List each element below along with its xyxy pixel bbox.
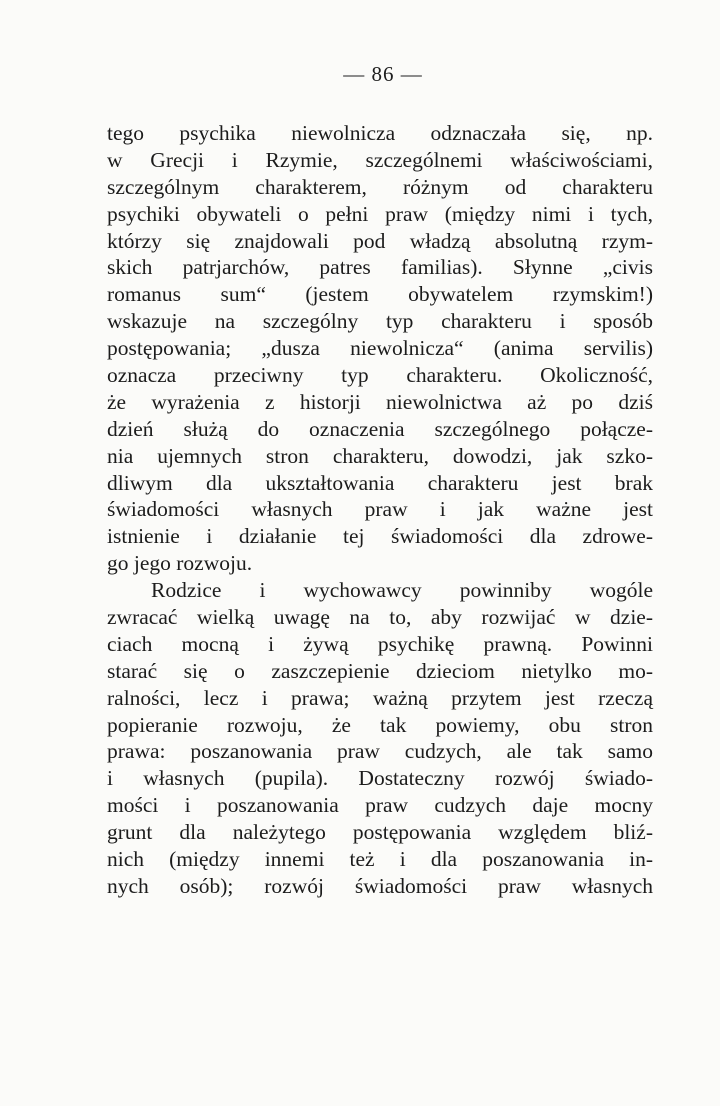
text-line: nia ujemnych stron charakteru, dowodzi, jak szko-: [107, 443, 653, 468]
text-line: go jego rozwoju.: [107, 551, 253, 576]
text-line: postępowania; „dusza niewolnicza“ (anima servilis): [107, 336, 653, 361]
text-line: ralności, lecz i prawa; ważną przytem jest rzeczą: [107, 685, 653, 710]
text-line: w Grecji i Rzymie, szczególnemi właściwościami,: [107, 147, 653, 172]
text-line: romanus sum“ (jestem obywatelem rzymskim!): [107, 282, 653, 307]
text-line: świadomości własnych praw i jak ważne jest: [107, 497, 653, 522]
text-line: oznacza przeciwny typ charakteru. Okoliczność,: [107, 363, 653, 388]
text-line: którzy się znajdowali pod władzą absolutną rzym-: [107, 228, 653, 253]
text-line: szczególnym charakterem, różnym od charakteru: [107, 174, 653, 199]
paragraph-2: [107, 577, 653, 900]
text-line: zwracać wielką uwagę na to, aby rozwijać w dzie-: [107, 605, 653, 630]
text-line: skich patrjarchów, patres familias). Słynne „civis: [107, 255, 653, 280]
text-line: tego psychika niewolnicza odznaczała się, np.: [107, 121, 653, 145]
text-line: starać się o zaszczepienie dzieciom nietylko mo-: [107, 658, 653, 683]
text-line: mości i poszanowania praw cudzych daje mocny: [107, 793, 653, 818]
text-line: wskazuje na szczególny typ charakteru i sposób: [107, 309, 653, 334]
text-line: Rodzice i wychowawcy powinniby wogóle: [151, 578, 653, 603]
text-line: istnienie i działanie tej świadomości dla zdrowe-: [107, 524, 653, 549]
paragraph-1: [107, 120, 653, 577]
page-number: — 86 —: [343, 62, 423, 86]
text-line: prawa: poszanowania praw cudzych, ale tak samo: [107, 739, 653, 764]
body-text: [107, 120, 653, 900]
text-line: że wyrażenia z historji niewolnictwa aż po dziś: [107, 389, 653, 414]
text-line: ciach mocną i żywą psychikę prawną. Powinni: [107, 631, 653, 656]
text-line: psychiki obywateli o pełni praw (między nimi i tych,: [107, 201, 653, 226]
text-line: popieranie rozwoju, że tak powiemy, obu stron: [107, 712, 653, 737]
text-line: grunt dla należytego postępowania względem bliź-: [107, 820, 653, 845]
text-line: i własnych (pupila). Dostateczny rozwój świado-: [107, 766, 653, 791]
text-line: nich (między innemi też i dla poszanowania in-: [107, 847, 653, 872]
text-line: nych osób); rozwój świadomości praw własnych: [107, 873, 653, 898]
text-line: dzień służą do oznaczenia szczególnego połącze-: [107, 416, 653, 441]
text-line: dliwym dla ukształtowania charakteru jest brak: [107, 470, 653, 495]
